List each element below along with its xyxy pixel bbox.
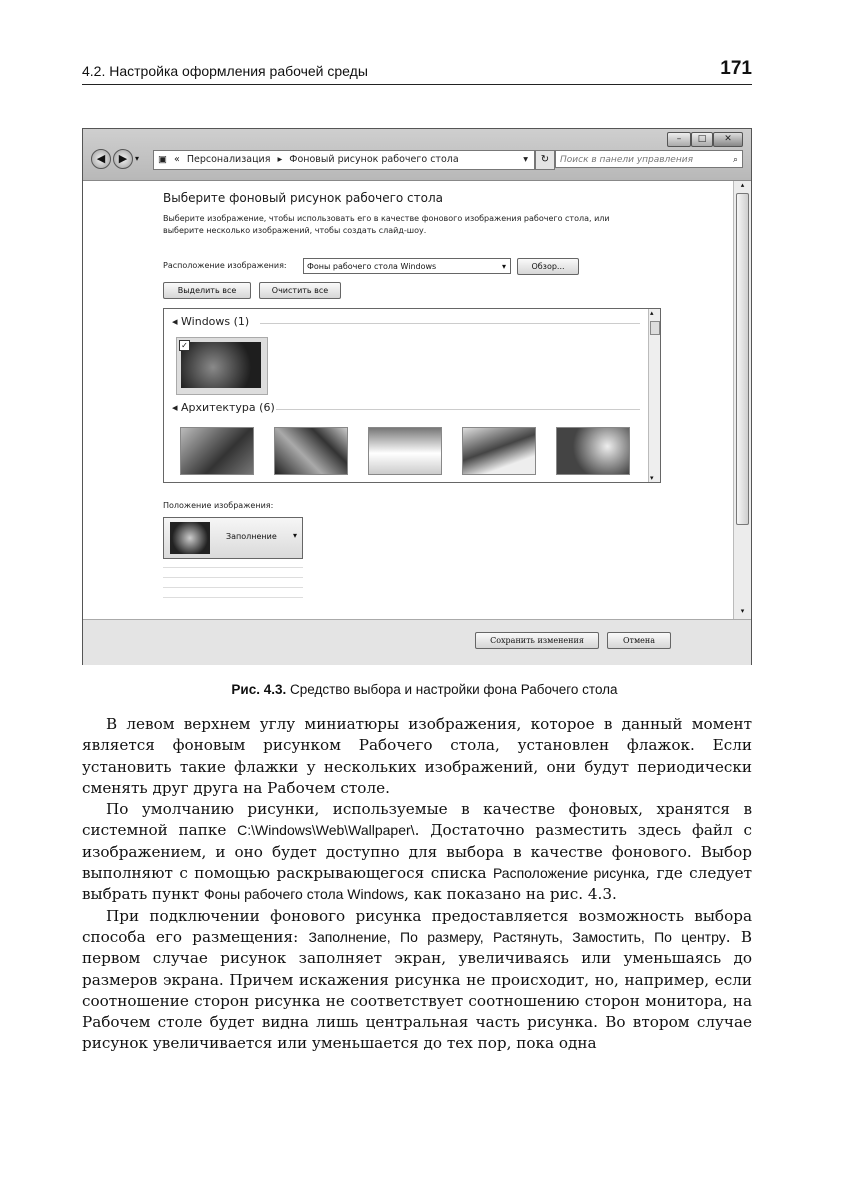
running-head xyxy=(82,60,752,85)
figure-caption xyxy=(0,682,849,697)
text: . Достаточно разместить здесь файл с изображением, и оно будет доступно для выбора в качестве фонового. Выбор выполняют с помощью раскрывающегося списка xyxy=(82,821,752,883)
group-header-windows[interactable] xyxy=(172,315,249,328)
location-select[interactable] xyxy=(303,258,511,274)
position-select[interactable] xyxy=(163,517,303,559)
group-header-architecture[interactable] xyxy=(172,401,275,414)
folder-path: C:\Windows\Web\Wallpaper\ xyxy=(237,822,415,839)
clear-all-button[interactable]: Очистить все xyxy=(259,282,341,299)
text: По умолчанию рисунки, используемые в качестве фоновых, хранятся в системной папке xyxy=(82,800,752,840)
refresh-icon[interactable]: ↻ xyxy=(535,150,555,170)
search-icon[interactable]: ⌕ xyxy=(732,155,738,165)
paragraph-1: В левом верхнем углу миниатюры изображения, которое в данный момент является фоновым рисунком Рабочего стола, установлен флажок. Если установить такие флажки у нескольких изображений, они будут периодически сменять друг друга на Рабочем столе. xyxy=(82,715,752,797)
divider xyxy=(276,409,640,410)
cancel-button[interactable]: Отмена xyxy=(607,632,671,649)
close-button[interactable]: ✕ xyxy=(713,132,743,147)
scroll-thumb[interactable] xyxy=(650,321,660,335)
wallpaper-thumbnail-architecture-5[interactable] xyxy=(556,427,630,475)
paragraph-2 xyxy=(82,799,752,905)
divider xyxy=(163,567,303,568)
dialog-footer xyxy=(83,619,751,665)
body-text xyxy=(82,714,752,1055)
wallpaper-thumbnail-architecture-4[interactable] xyxy=(462,427,536,475)
browse-button[interactable]: Обзор... xyxy=(517,258,579,275)
content-pane xyxy=(83,181,735,619)
minimize-button[interactable]: – xyxy=(667,132,691,147)
save-button[interactable]: Сохранить изменения xyxy=(475,632,599,649)
position-label: Положение изображения: xyxy=(163,501,274,510)
ui-term: Заполнение, По размеру, Растянуть, Замостить, По центру xyxy=(308,928,726,945)
address-dropdown-icon[interactable]: ▾ xyxy=(523,154,528,165)
page-number: 171 xyxy=(720,58,752,79)
figure-caption-text: Средство выбора и настройки фона Рабочего стола xyxy=(290,682,618,697)
divider xyxy=(163,577,303,578)
section-title: 4.2. Настройка оформления рабочей среды xyxy=(82,63,368,79)
wallpaper-thumbnail-architecture-1[interactable] xyxy=(180,427,254,475)
text: , как показано на рис. 4.3. xyxy=(404,885,617,904)
position-preview-image xyxy=(170,522,210,554)
main-scrollbar[interactable] xyxy=(733,181,751,619)
wallpaper-gallery[interactable] xyxy=(163,308,661,483)
paragraph-3 xyxy=(82,906,752,1055)
ui-term: Фоны рабочего стола Windows xyxy=(203,886,405,903)
page-heading: Выберите фоновый рисунок рабочего стола xyxy=(163,191,444,205)
divider xyxy=(163,587,303,588)
breadcrumb-desktop-background[interactable]: Фоновый рисунок рабочего стола xyxy=(289,154,459,165)
scroll-up-icon[interactable]: ▴ xyxy=(740,181,745,189)
group-title: Windows (1) xyxy=(181,315,250,328)
control-panel-icon: ▣ xyxy=(158,154,167,165)
address-bar[interactable] xyxy=(153,150,535,170)
page-description: Выберите изображение, чтобы использовать его в качестве фонового изображения рабочего стола, или выберите несколько изображений, чтобы создать слайд-шоу. xyxy=(163,214,610,235)
group-title: Архитектура (6) xyxy=(181,401,275,414)
position-select-value: Заполнение xyxy=(226,532,277,541)
ui-term: Расположение рисунка xyxy=(492,865,646,882)
location-select-value: Фоны рабочего стола Windows xyxy=(307,262,437,271)
scroll-up-icon[interactable]: ▴ xyxy=(650,309,654,317)
figure-label: Рис. 4.3. xyxy=(231,682,287,697)
wallpaper-thumbnail-windows[interactable] xyxy=(176,337,268,395)
wallpaper-thumbnail-architecture-2[interactable] xyxy=(274,427,348,475)
select-all-button[interactable]: Выделить все xyxy=(163,282,251,299)
back-arrow-icon[interactable]: ◀ xyxy=(91,149,111,169)
forward-arrow-icon[interactable]: ▶ xyxy=(113,149,133,169)
scroll-down-icon[interactable]: ▾ xyxy=(740,607,745,615)
windows-logo-image xyxy=(181,342,261,388)
collapse-icon: ◂ xyxy=(172,401,182,414)
scroll-thumb[interactable] xyxy=(736,193,749,525)
text: , где следует выбрать пункт xyxy=(82,864,752,904)
figure-screenshot-window xyxy=(82,128,752,665)
scroll-down-icon[interactable]: ▾ xyxy=(650,474,654,482)
gallery-scrollbar[interactable] xyxy=(648,309,660,482)
search-placeholder: Поиск в панели управления xyxy=(560,155,693,165)
window-titlebar xyxy=(83,129,751,181)
breadcrumb-chevron: « xyxy=(174,154,180,165)
divider xyxy=(260,323,640,324)
maximize-button[interactable]: □ xyxy=(691,132,713,147)
history-dropdown-icon[interactable]: ▾ xyxy=(135,154,140,163)
selected-checkbox[interactable]: ✓ xyxy=(179,340,190,351)
chevron-down-icon: ▾ xyxy=(501,262,506,271)
location-label: Расположение изображения: xyxy=(163,261,287,270)
breadcrumb-personalization[interactable]: Персонализация xyxy=(186,154,271,165)
divider xyxy=(163,597,303,598)
breadcrumb-separator: ▸ xyxy=(277,154,283,165)
text: . В первом случае рисунок заполняет экран, увеличиваясь или уменьшаясь до размеров экрана. Причем искажения рисунка не происходит, но, например, если соотношение сторон рисунка не соответствует соотношению сторон монитора, на Рабочем столе будет видна лишь центральная часть рисунка. Во втором случае рисунок увеличивается или уменьшается до тех пор, пока одна xyxy=(82,927,752,1053)
wallpaper-thumbnail-architecture-3[interactable] xyxy=(368,427,442,475)
collapse-icon: ◂ xyxy=(172,315,182,328)
chevron-down-icon: ▾ xyxy=(292,531,297,540)
text: При подключении фонового рисунка предоставляется возможность выбора способа его размещения: xyxy=(82,906,752,946)
search-input[interactable] xyxy=(555,150,743,168)
